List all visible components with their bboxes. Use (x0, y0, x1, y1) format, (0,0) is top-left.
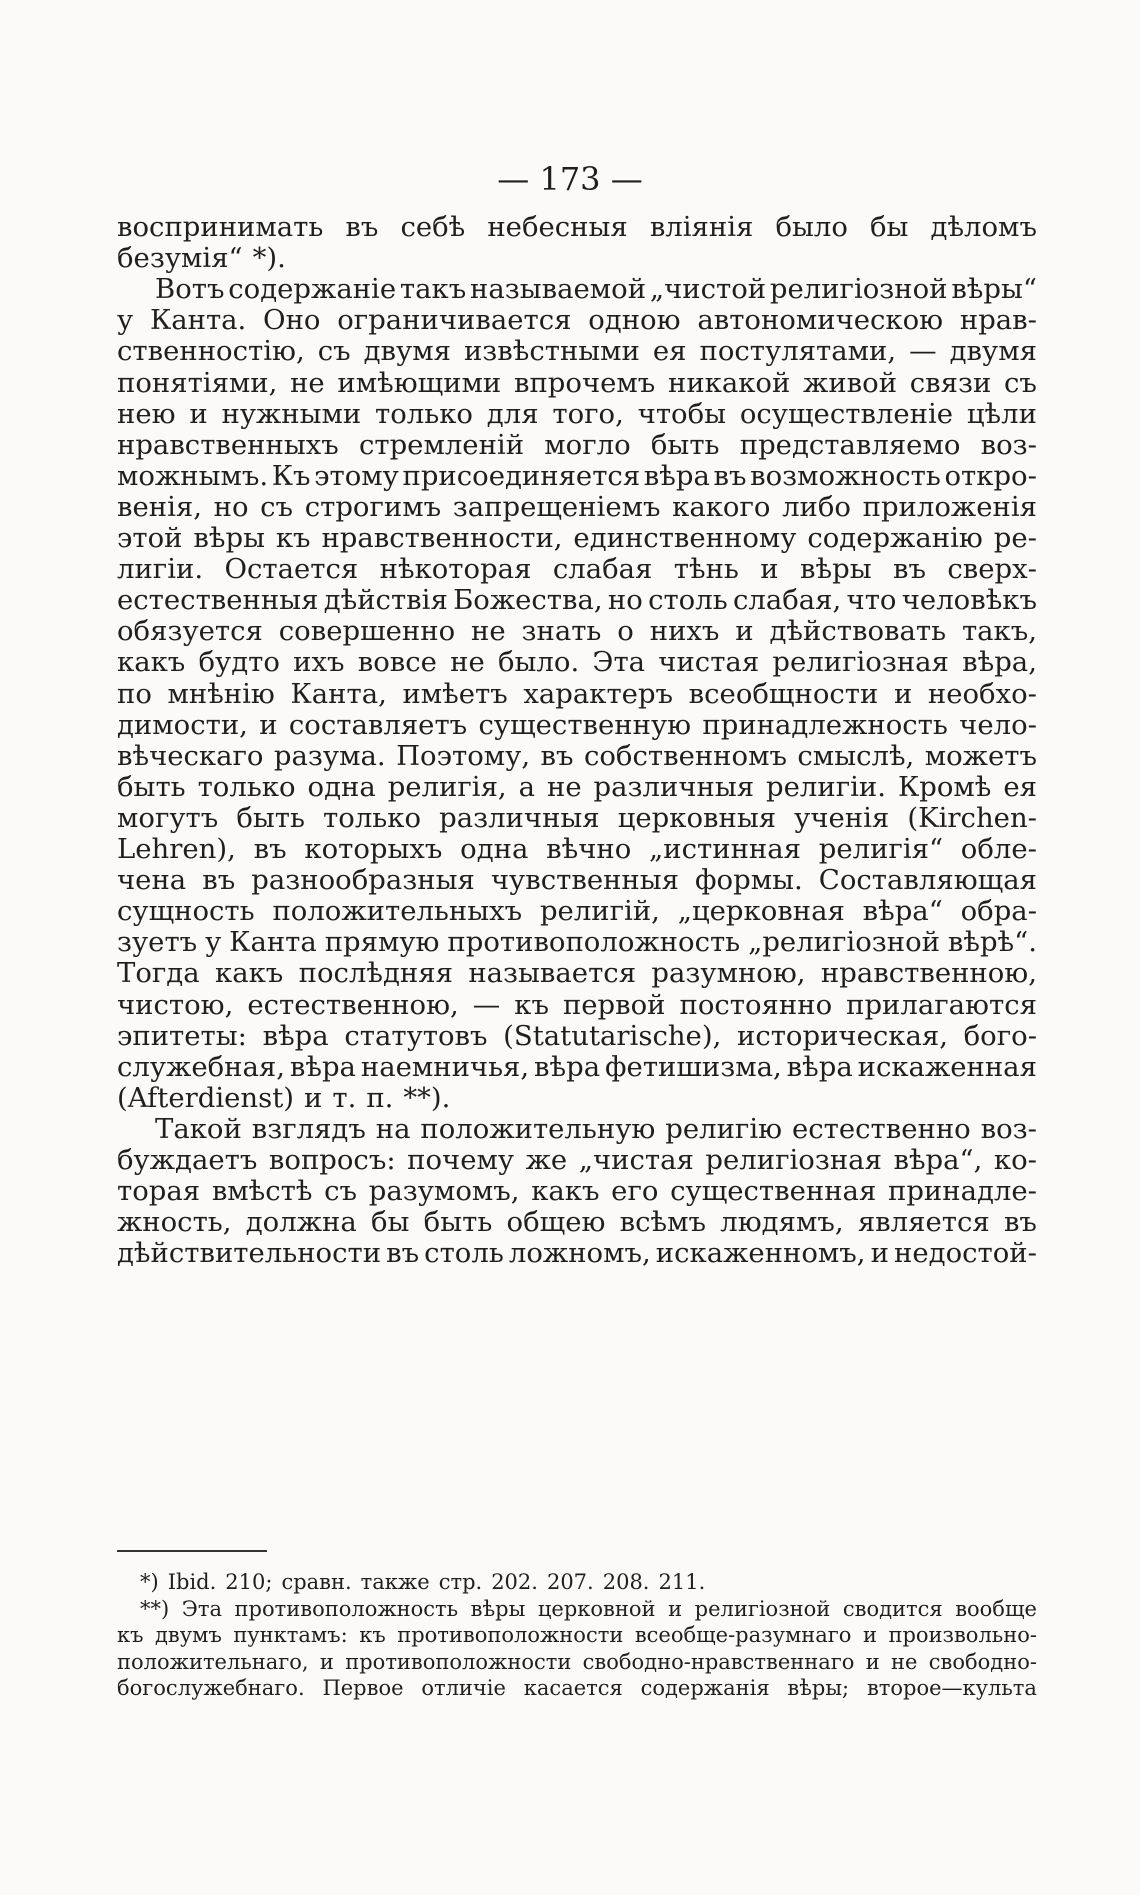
text-line: эпитеты: вѣра статутовъ (Statutarische), историческая, бого- (117, 1019, 1037, 1052)
text-line: Тогда какъ послѣдняя называется разумною, нравственною, (117, 957, 1037, 990)
text-line: чистою, естественною, — къ первой постоянно прилагаются (117, 988, 1037, 1021)
text-line: жность, должна бы быть общею всѣмъ людямъ, является въ (117, 1206, 1037, 1239)
text-line: венія, но съ строгимъ запрещеніемъ какого либо приложенія (117, 490, 1037, 523)
text-line: по мнѣнію Канта, имѣетъ характеръ всеобщности и необхо- (117, 677, 1037, 710)
text-line: быть только одна религія, а не различныя религіи. Кромѣ ея (117, 770, 1037, 803)
text-line: вѣческаго разума. Поэтому, въ собственномъ смыслѣ, можетъ (117, 739, 1037, 772)
footnote-line: **) Эта противоположность вѣры церковной и религіозной сводится вообще (140, 1596, 1037, 1621)
text-line: Такой взглядъ на положительную религію естественно воз- (155, 1112, 1037, 1145)
text-line: воспринимать въ себѣ небесныя вліянія было бы дѣломъ (117, 211, 1037, 243)
text-line: какъ будто ихъ вовсе не было. Эта чистая религіозная вѣра, (117, 646, 1037, 679)
text-line: ственностію, съ двумя извѣстными ея постулятами, — двумя (117, 335, 1037, 368)
text-line: понятіями, не имѣющими впрочемъ никакой живой связи съ (117, 366, 1037, 399)
text-line: нею и нужными только для того, чтобы осуществленіе цѣли (117, 397, 1037, 430)
text-line: торая вмѣстѣ съ разумомъ, какъ его существенная принадле- (117, 1175, 1037, 1208)
text-line: обязуется совершенно не знать о нихъ и дѣйствовать такъ, (117, 615, 1037, 648)
text-line: (Afterdienst) и т. п. **). (117, 1081, 451, 1114)
footnote-line: богослужебнаго. Первое отличіе касается содержанія вѣры; второе—культа (117, 1676, 1037, 1700)
text-line: зуетъ у Канта прямую противоположность „религіозной вѣрѣ“. (117, 926, 1037, 959)
text-line: естественныя дѣйствія Божества, но столь слабая, что человѣкъ (117, 584, 1037, 617)
text-line: можнымъ. Къ этому присоединяется вѣра въ возможность откро- (117, 459, 1037, 492)
footnote-line: положительнаго, и противоположности свободно-нравственнаго и не свободно- (117, 1649, 1037, 1674)
text-line: буждаетъ вопросъ: почему же „чистая религіозная вѣра“, ко- (117, 1144, 1037, 1176)
text-line: у Канта. Оно ограничивается одною автономическою нрав- (117, 304, 1037, 337)
text-line: лигіи. Остается нѣкоторая слабая тѣнь и вѣры въ сверх- (117, 553, 1037, 586)
text-line: димости, и составляетъ существенную принадлежность чело- (117, 708, 1037, 741)
text-line: Lehren), въ которыхъ одна вѣчно „истинная религія“ обле- (117, 833, 1037, 865)
footnote-divider (117, 1550, 267, 1552)
text-line: сущность положительныхъ религій, „церковная вѣра“ обра- (117, 895, 1037, 928)
text-line: безумія“ *). (117, 242, 286, 275)
page-number: — 173 — (497, 160, 643, 198)
footnote-line: *) Ibid. 210; сравн. также стр. 202. 207. 208. 211. (140, 1570, 706, 1594)
text-line: могутъ быть только различныя церковныя ученія (Kirchen- (117, 801, 1037, 834)
text-line: этой вѣры къ нравственности, единственному содержанію ре- (117, 522, 1037, 554)
text-line: дѣйствительности въ столь ложномъ, искаженномъ, и недостой- (117, 1237, 1037, 1270)
text-line: Вотъ содержаніе такъ называемой „чистой религіозной вѣры“ (155, 273, 1037, 306)
footnote-line: къ двумъ пунктамъ: къ противоположности всеобще-разумнаго и произвольно- (117, 1623, 1037, 1647)
text-line: служебная, вѣра наемничья, вѣра фетишизма, вѣра искаженная (117, 1050, 1037, 1083)
text-line: чена въ разнообразныя чувственныя формы. Составляющая (117, 864, 1037, 897)
text-line: нравственныхъ стремленій могло быть представляемо воз- (117, 428, 1037, 461)
